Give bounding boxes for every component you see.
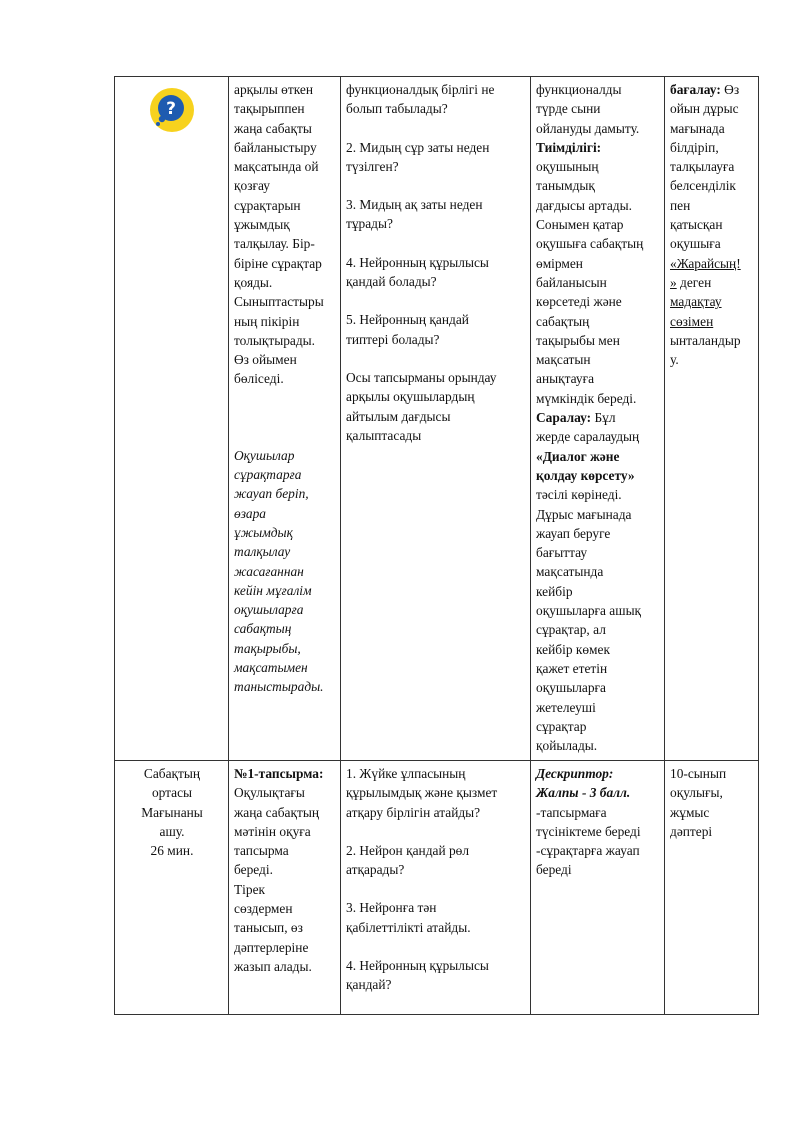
descriptor-cell xyxy=(531,761,665,1015)
text-line: байланысын xyxy=(536,274,607,290)
text-line: у. xyxy=(670,352,679,368)
table-row xyxy=(115,761,759,1015)
question-line: қандай? xyxy=(346,977,392,993)
question-line: Осы тапсырманы орындау xyxy=(346,369,497,385)
text-line: оқулығы, xyxy=(670,785,723,801)
text-line: мақсатын xyxy=(536,352,591,368)
text-line: ынталандыр xyxy=(670,332,741,348)
text-line: мадақтау xyxy=(670,294,722,310)
question-line: қандай болады? xyxy=(346,274,437,290)
text-line: Дескриптор: xyxy=(536,766,614,781)
question-line: 2. Мидың сұр заты неден xyxy=(346,139,490,155)
text-line: ұжымдық xyxy=(234,217,290,233)
text-line: сөзімен xyxy=(670,313,714,329)
text-line: ашу. xyxy=(159,823,185,839)
resources-cell xyxy=(665,761,759,1015)
teacher-actions-cell xyxy=(229,77,341,761)
question-line: арқылы оқушылардың xyxy=(346,389,475,405)
text-line: сөздермен xyxy=(234,901,293,917)
text-line: бөліседі. xyxy=(234,371,284,387)
text-line: кейін мұғалім xyxy=(234,582,312,598)
question-line: түзілген? xyxy=(346,158,399,174)
text-line: тақырыбы, xyxy=(234,640,301,656)
text-line: жасағаннан xyxy=(234,563,304,579)
question-line: болып табылады? xyxy=(346,101,448,117)
descriptor-cell xyxy=(531,77,665,761)
text-line: ұжымдық xyxy=(234,524,293,540)
question-line: құрылымдық және қызмет xyxy=(346,785,498,801)
text-line: оқушыға сабақтың xyxy=(536,236,644,252)
question-line: типтері болады? xyxy=(346,331,440,347)
question-line: айтылым дағдысы xyxy=(346,408,451,424)
text-line: жауап беруге xyxy=(536,525,611,541)
text-line: қажет ететін xyxy=(536,660,608,676)
text-line: оқушыға xyxy=(670,236,721,252)
text-line: жаңа сабақты xyxy=(234,120,312,136)
text-line: тақырыбы мен xyxy=(536,332,620,348)
text-line: белсенділік xyxy=(670,178,736,194)
text-line: кейбір көмек xyxy=(536,641,610,657)
text-line: мақсатында ой xyxy=(234,159,319,175)
text-line: дәптерлеріне xyxy=(234,939,309,955)
question-line: қалыптасады xyxy=(346,427,422,443)
text-line: өзара xyxy=(234,505,267,521)
question-line: атқару бірлігін атайды? xyxy=(346,804,481,820)
tasks-cell xyxy=(341,77,531,761)
text-line: оқушыларға xyxy=(536,680,606,696)
text-line: Мағынаны xyxy=(141,804,203,820)
text-line: ойын дұрыс xyxy=(670,101,739,117)
text-line: танымдық xyxy=(536,178,595,194)
text-line: көрсетеді және xyxy=(536,294,622,310)
text-line: анықтауға xyxy=(536,371,595,387)
question-line: 4. Нейронның құрылысы xyxy=(346,958,489,974)
text-line: білдіріп, xyxy=(670,139,719,155)
text-line: байланыстыру xyxy=(234,139,317,155)
text-line: оқушының xyxy=(536,159,599,175)
text-line: 26 мин. xyxy=(150,843,194,859)
tasks-cell xyxy=(341,761,531,1015)
text-line: түрде сыни xyxy=(536,101,601,117)
assessment-cell xyxy=(665,77,759,761)
text-line: береді. xyxy=(234,862,273,878)
table-row xyxy=(115,77,759,761)
text-line: жетелеуші xyxy=(536,699,596,715)
text-line: жерде саралаудың xyxy=(536,429,640,445)
text-line: кейбір xyxy=(536,583,573,599)
text-line: Сабақтың xyxy=(143,766,201,781)
text-line: Сонымен қатар xyxy=(536,217,624,233)
question-line: функционалдық бірлігі не xyxy=(346,82,495,97)
question-line: қабілеттілікті атайды. xyxy=(346,919,471,935)
question-line: 5. Нейронның қандай xyxy=(346,312,469,328)
text-line: Оқулықтағы xyxy=(234,785,305,801)
text-line: -сұрақтарға жауап xyxy=(536,843,640,859)
text-line: дағдысы артады. xyxy=(536,197,632,213)
praise-line: » деген xyxy=(670,274,712,290)
text-line: -тапсырмаға xyxy=(536,804,607,820)
text-line: сұрақтар xyxy=(536,718,587,734)
text-line: тапсырма xyxy=(234,843,289,859)
text-line: жұмыс xyxy=(670,804,710,820)
text-line: Дұрыс мағынада xyxy=(536,506,632,522)
text-line: Өз ойымен xyxy=(234,352,297,368)
text-line: мүмкіндік береді. xyxy=(536,390,637,406)
text-line: қатысқан xyxy=(670,217,723,233)
assessment-line: бағалау: Өз xyxy=(670,82,740,97)
text-line: тәсілі көрінеді. xyxy=(536,487,622,503)
question-line: 2. Нейрон қандай рөл xyxy=(346,842,470,858)
question-line: тұрады? xyxy=(346,216,393,232)
text-line: «Диалог және xyxy=(536,448,620,464)
text-line: қолдау көрсету» xyxy=(536,467,635,483)
text-line: мәтінін оқуға xyxy=(234,823,311,839)
text-line: ойлануды дамыту. xyxy=(536,120,640,136)
text-line: қояды. xyxy=(234,274,273,290)
text-line: қойылады. xyxy=(536,738,598,754)
text-line: тақырыппен xyxy=(234,101,305,117)
lesson-plan-table xyxy=(114,76,759,1015)
question-line: 1. Жүйке ұлпасының xyxy=(346,766,466,781)
text-line: сабақтың xyxy=(234,621,292,637)
text-line: ортасы xyxy=(151,785,193,801)
text-line: функционалды xyxy=(536,82,622,97)
praise-word: «Жарайсың! xyxy=(670,255,741,271)
text-line: сабақтың xyxy=(536,313,590,329)
task-title: №1-тапсырма: xyxy=(234,766,324,781)
text-line: оқушыларға xyxy=(234,602,304,618)
differentiation-line: Саралау: Бұл xyxy=(536,410,616,426)
text-line: Оқушылар xyxy=(234,447,295,463)
text-line: талқылауға xyxy=(670,159,735,175)
question-line: 3. Мидың ақ заты неден xyxy=(346,197,483,213)
efficiency-label: Тиімділігі: xyxy=(536,139,602,155)
question-line: 3. Нейронға тән xyxy=(346,900,437,916)
text-line: біріне сұрақтар xyxy=(234,255,322,271)
text-line: жаңа сабақтың xyxy=(234,804,319,820)
text-line: таныстырады. xyxy=(234,679,324,695)
text-line: талқылау xyxy=(234,544,291,560)
text-line: арқылы өткен xyxy=(234,82,313,97)
text-line: береді xyxy=(536,862,572,878)
text-line: түсініктеме береді xyxy=(536,823,641,839)
text-line: сұрақтарын xyxy=(234,197,301,213)
text-line: қозғау xyxy=(234,178,270,194)
text-line: өмірмен xyxy=(536,255,583,271)
teacher-actions-cell xyxy=(229,761,341,1015)
text-line: сұрақтар, ал xyxy=(536,622,606,638)
text-line: танысып, өз xyxy=(234,920,303,936)
question-thought-bubble-icon xyxy=(148,86,196,134)
text-line: 10-сынып xyxy=(670,766,727,781)
text-line: Тірек xyxy=(234,881,266,897)
text-line: Жалпы - 3 балл. xyxy=(536,785,631,801)
text-line: мақсатымен xyxy=(234,660,308,676)
question-line: 4. Нейронның құрылысы xyxy=(346,254,489,270)
text-line: сұрақтарға xyxy=(234,467,302,483)
text-line: жазып алады. xyxy=(234,958,312,974)
stage-cell xyxy=(115,77,229,761)
svg-text:?: ? xyxy=(166,99,176,119)
text-line: мақсатында xyxy=(536,564,604,580)
stage-cell xyxy=(115,761,229,1015)
question-line: атқарады? xyxy=(346,862,405,878)
text-line: Сыныптастыры xyxy=(234,294,324,310)
text-line: пен xyxy=(670,197,691,213)
text-line: мағынада xyxy=(670,120,725,136)
text-line: дәптері xyxy=(670,823,713,839)
text-line: оқушыларға ашық xyxy=(536,603,642,619)
text-line: жауап беріп, xyxy=(234,486,309,502)
text-line: талқылау. Бір- xyxy=(234,236,315,252)
text-line: бағыттау xyxy=(536,545,588,561)
text-line: ның пікірін xyxy=(234,313,300,329)
text-line: толықтырады. xyxy=(234,332,316,348)
